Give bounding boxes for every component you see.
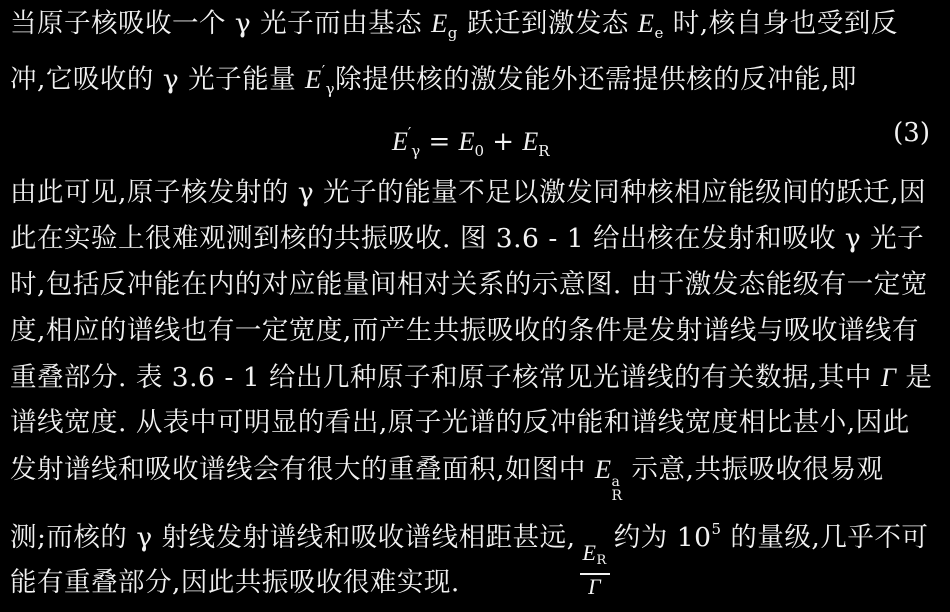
subscript: g xyxy=(447,24,458,42)
text-run: 除提供核的激发能外还需提供核的反冲能,即 xyxy=(335,64,858,95)
text-run: 的量级,几乎不可 xyxy=(721,522,929,553)
paragraph-1-line-1 xyxy=(10,6,942,50)
paragraph-2-line-1: 由此可见,原子核发射的 γ 光子的能量不足以激发同种核相应能级间的跃迁,因 xyxy=(10,177,927,208)
energy-symbol: E xyxy=(522,127,539,156)
text-run: 示意,共振吸收很易观 xyxy=(622,454,884,485)
subscript: R xyxy=(538,142,550,160)
subscript: R xyxy=(596,553,607,568)
subscript: R xyxy=(611,488,623,504)
text-run: 跃迁到激发态 xyxy=(457,8,638,39)
paragraph-2-line-2: 此在实验上很难观测到核的共振吸收. 图 3.6 - 1 给出核在发射和吸收 γ 光子 xyxy=(10,223,925,254)
prime-mark: ′ xyxy=(407,124,412,142)
subscript: γ xyxy=(325,80,336,98)
text-run: 时,核自身也受到反 xyxy=(663,8,898,39)
prime-mark: ′ xyxy=(321,62,326,80)
subscript: e xyxy=(654,24,664,42)
superscript: 5 xyxy=(711,520,722,538)
paragraph-1-line-2 xyxy=(10,54,942,106)
superscript: a xyxy=(611,474,621,490)
text-run: 发射谱线和吸收谱线会有很大的重叠面积,如图中 xyxy=(10,454,595,485)
gamma-width-symbol: Γ xyxy=(880,362,897,392)
equation-number: (3) xyxy=(893,118,930,148)
energy-symbol: E xyxy=(582,540,597,565)
text-run: 重叠部分. 表 3.6 - 1 给出几种原子和原子核常见光谱线的有关数据,其中 xyxy=(10,362,881,393)
text-run: 是 xyxy=(896,362,933,393)
subscript: 0 xyxy=(474,142,485,160)
equation-line xyxy=(0,113,950,160)
plus-sign: + xyxy=(484,127,523,157)
equals-sign: = xyxy=(420,127,459,157)
energy-symbol: E xyxy=(305,64,322,94)
sup-sub-stack xyxy=(612,475,623,503)
paragraph-2-line-4: 度,相应的谱线也有一定宽度,而产生共振吸收的条件是发射谱线与吸收谱线有 xyxy=(10,315,919,346)
text-run: 当原子核吸收一个 γ 光子而由基态 xyxy=(10,8,432,39)
subscript: γ xyxy=(411,142,421,160)
energy-symbol: E xyxy=(594,454,612,484)
energy-symbol: E xyxy=(431,8,448,38)
energy-symbol: E xyxy=(392,127,408,156)
text-run: 冲,它吸收的 γ 光子能量 xyxy=(10,64,306,95)
paragraph-2-line-6: 谱线宽度. 从表中可明显的看出,原子光谱的反冲能和谱线宽度相比甚小,因此 xyxy=(10,407,910,438)
energy-symbol: E xyxy=(637,8,655,38)
energy-symbol: E xyxy=(458,127,475,156)
paragraph-2-line-5 xyxy=(10,360,942,395)
fraction-denominator: Γ xyxy=(588,574,602,599)
text-run: 测;而核的 γ 射线发射谱线和吸收谱线相距甚远, xyxy=(10,522,576,553)
text-run: 约为 10 xyxy=(613,522,712,553)
equation xyxy=(392,113,550,171)
paragraph-2-line-9: 能有重叠部分,因此共振吸收很难实现. xyxy=(10,567,460,598)
paragraph-2-line-7 xyxy=(10,452,942,503)
paragraph-2-line-3: 时,包括反冲能在内的对应能量间相对关系的示意图. 由于激发态能级有一定宽 xyxy=(10,269,928,300)
